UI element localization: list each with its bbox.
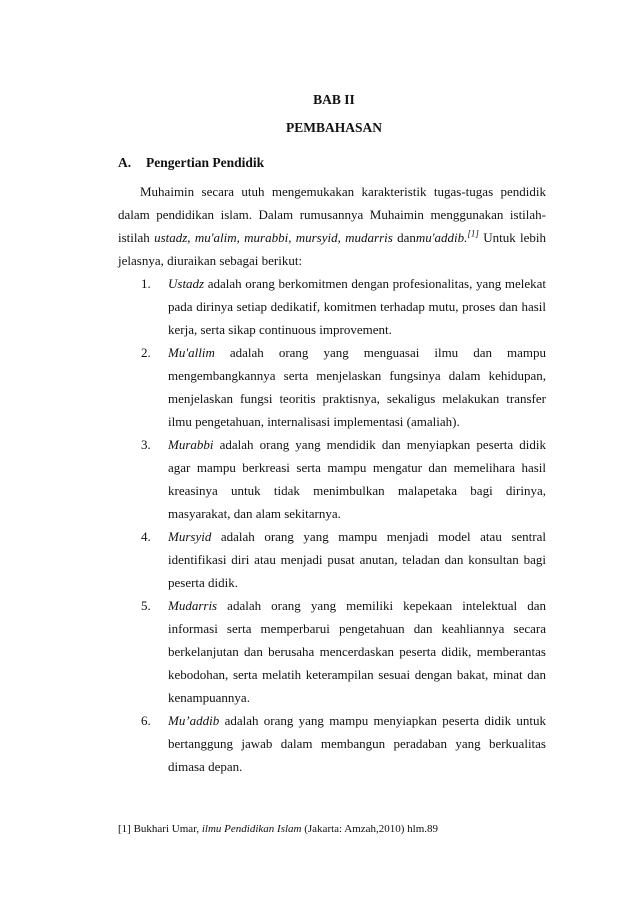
list-item-term: Mu’addib [168, 713, 220, 728]
footnote-publication: (Jakarta: Amzah,2010) hlm.89 [301, 823, 439, 835]
intro-paragraph [118, 180, 546, 272]
list-item-term: Mu'allim [168, 345, 215, 360]
list-item-number: 3. [141, 437, 151, 452]
section-number: A. [118, 155, 132, 170]
list-item [118, 594, 546, 709]
footnote [118, 822, 438, 836]
intro-terms: ustadz, mu'alim, murabbi, mursyid, mudarris [154, 230, 393, 245]
list-item [118, 433, 546, 525]
intro-last-term: mu'addib. [415, 230, 468, 245]
footnote-reference[interactable]: [1] [467, 228, 479, 239]
list-item-term: Ustadz [168, 276, 205, 291]
chapter-title: PEMBAHASAN [285, 120, 382, 135]
list-item [118, 709, 546, 778]
section-heading [118, 155, 264, 171]
list-item-term: Mursyid [168, 529, 212, 544]
intro-conj: dan [392, 230, 416, 245]
footnote-ref: [1] Bukhari Umar, [118, 823, 202, 835]
list-item-text: adalah orang berkomitmen dengan profesionalitas, yang melekat pada dirinya setiap dedikatif, komitmen terhadap mutu, proses dan hasil kerja, serta sikap continuous improvement. [168, 276, 546, 337]
intro-text-before: Muhaimin secara utuh mengemukakan karakteristik tugas-tugas pendidik dalam pendidikan islam. Dalam rumusannya Muhaimin menggunakan istilah-istilah [118, 184, 546, 245]
list-item-number: 1. [141, 276, 151, 291]
list-item-number: 6. [141, 713, 151, 728]
list-item [118, 341, 546, 433]
list-item-text: adalah orang yang memiliki kepekaan intelektual dan informasi serta memperbarui pengetahuan dan keahliannya secara berkelanjutan dan berusaha mencerdaskan peserta didik, memberantas kebodohan, serta melatih keterampilan sesuai dengan bakat, minat dan kenampuannya. [168, 598, 546, 705]
section-title: Pengertian Pendidik [146, 155, 265, 170]
footnote-book-title: ilmu Pendidikan Islam [201, 823, 302, 835]
list-item-text: adalah orang yang mampu menyiapkan peserta didik untuk bertanggung jawab dalam membangun peradaban yang berkualitas dimasa depan. [168, 713, 546, 774]
list-item-text: adalah orang yang mampu menjadi model atau sentral identifikasi diri atau menjadi pusat anutan, teladan dan konsultan bagi peserta didik. [168, 529, 546, 590]
list-item [118, 525, 546, 594]
list-item-number: 4. [141, 529, 151, 544]
list-item-term: Mudarris [168, 598, 218, 613]
list-item-text: adalah orang yang mendidik dan menyiapkan peserta didik agar mampu berkreasi serta mampu mengatur dan memelihara hasil kreasinya untuk tidak menimbulkan malapetaka bagi dirinya, masyarakat, dan alam sekitarnya. [168, 437, 546, 521]
intro-text-after: Untuk lebih jelasnya, diuraikan sebagai berikut: [118, 230, 546, 268]
definition-list [118, 272, 546, 778]
list-item-term: Murabbi [168, 437, 214, 452]
list-item [118, 272, 546, 341]
chapter-heading: BAB II [313, 92, 355, 107]
list-item-number: 2. [141, 345, 151, 360]
list-item-number: 5. [141, 598, 151, 613]
list-item-text: adalah orang yang menguasai ilmu dan mampu mengembangkannya serta menjelaskan fungsinya dalam kehidupan, menjelaskan fungsi teoritis praktisnya, sekaligus melakukan transfer ilmu pengetahuan, internalisasi implementasi (amaliah). [168, 345, 546, 429]
